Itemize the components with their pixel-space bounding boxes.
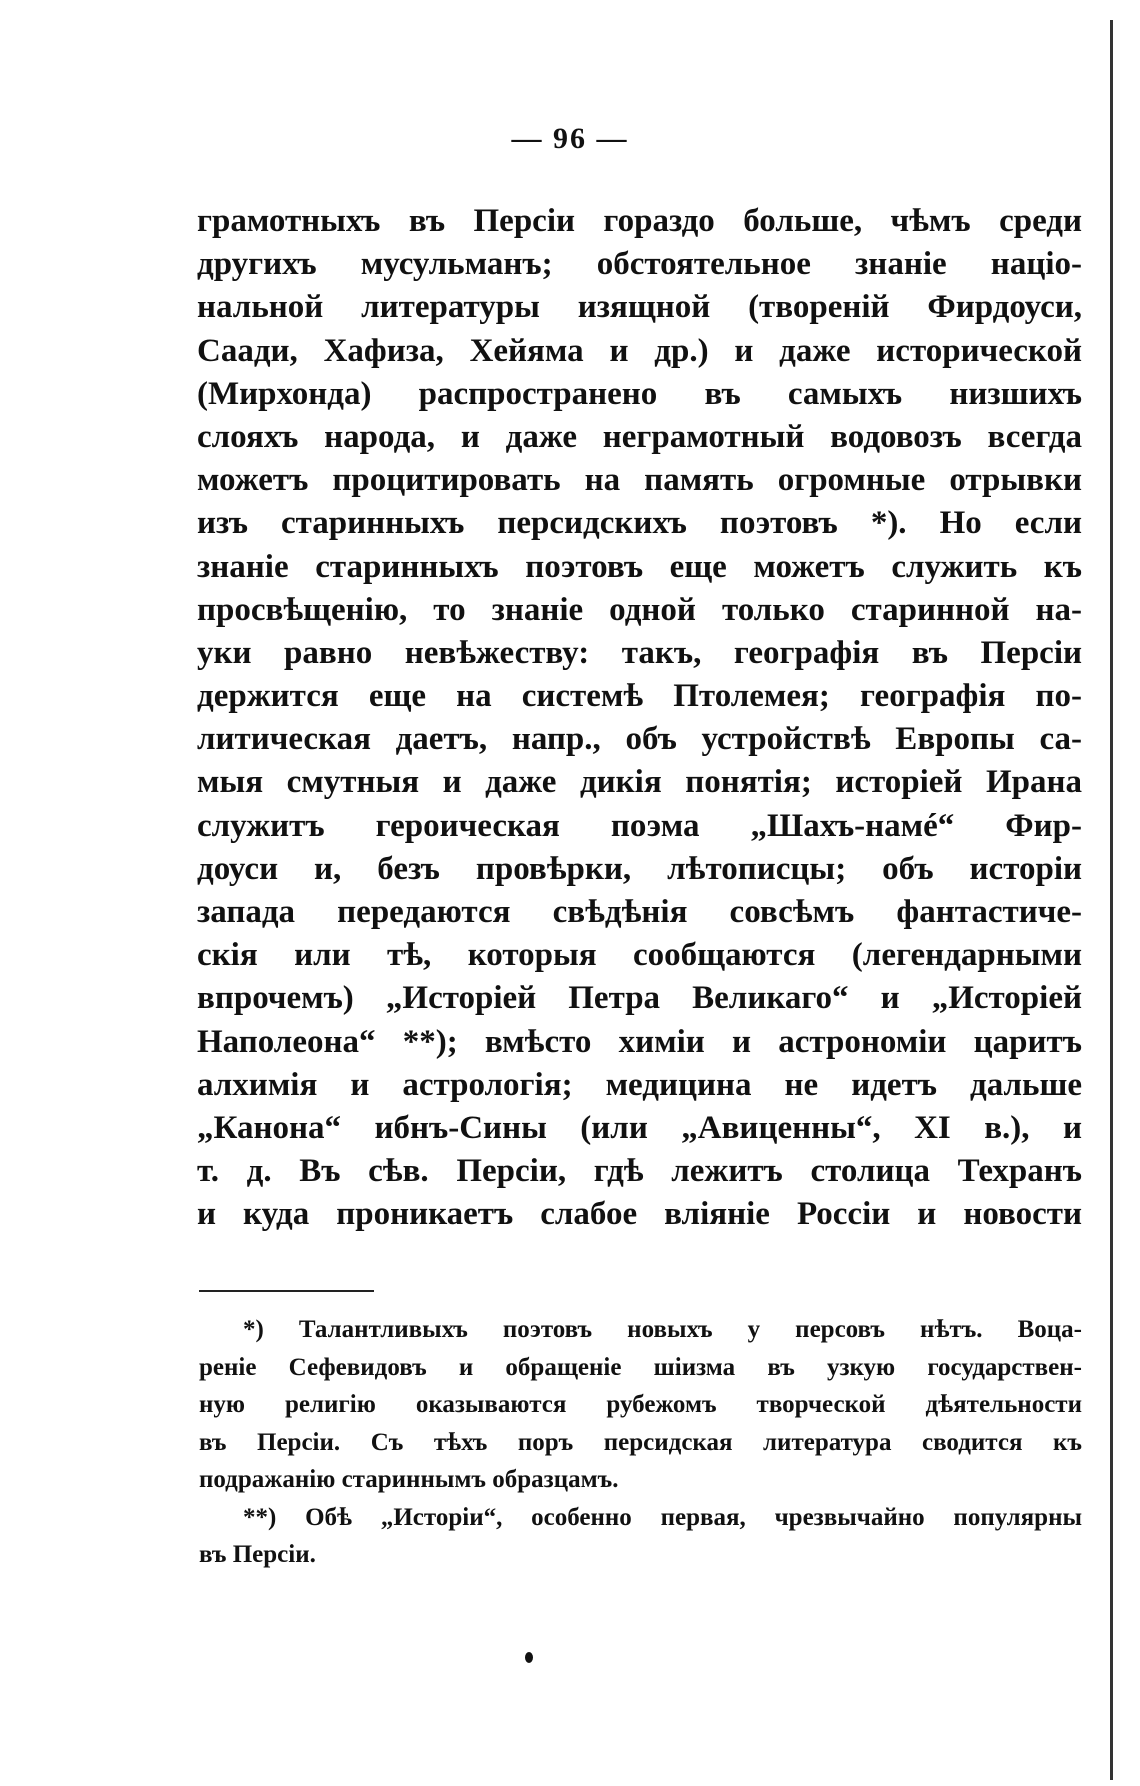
footnote-line: ную религію оказываются рубежомъ творческой дѣятельности: [199, 1391, 1082, 1418]
text-line: литическая даетъ, напр., объ устройствѣ Европы са-: [197, 721, 1082, 758]
page-right-edge: [1110, 20, 1113, 1780]
footnote-line: **) Обѣ „Исторіи“, особенно первая, чрезвычайно популярны: [243, 1503, 1082, 1531]
text-line: держится еще на системѣ Птолемея; географія по-: [197, 678, 1082, 715]
text-line: мыя смутныя и даже дикія понятія; исторіей Ирана: [197, 764, 1082, 801]
main-text-block: [197, 200, 1082, 1237]
footnote-line: *) Талантливыхъ поэтовъ новыхъ у персовъ нѣтъ. Воца-: [243, 1316, 1082, 1343]
footnote-line: въ Персіи.: [199, 1541, 316, 1568]
footnote-line: реніе Сефевидовъ и обращеніе шіизма въ узкую государствен-: [199, 1353, 1082, 1381]
text-line: изъ старинныхъ персидскихъ поэтовъ *). Но если: [197, 505, 1082, 542]
text-line: т. д. Въ сѣв. Персіи, гдѣ лежитъ столица Техранъ: [197, 1153, 1082, 1190]
text-line: доуси и, безъ провѣрки, лѣтописцы; объ исторіи: [197, 850, 1082, 887]
footnote-line: въ Персіи. Съ тѣхъ поръ персидская литература сводится къ: [199, 1428, 1082, 1456]
text-line: (Мирхонда) распространено въ самыхъ низшихъ: [197, 375, 1082, 412]
text-line: и куда проникаетъ слабое вліяніе Россіи и новости: [197, 1196, 1082, 1233]
text-line: служитъ героическая поэма „Шахъ-намé“ Фир-: [197, 807, 1082, 844]
page-number: — 96 —: [511, 122, 629, 155]
text-line: другихъ мусульманъ; обстоятельное знаніе націо-: [197, 246, 1082, 283]
text-line: впрочемъ) „Исторіей Петра Великаго“ и „Исторіей: [197, 980, 1082, 1017]
ink-speck: [525, 1652, 533, 1663]
text-line: Наполеона“ **); вмѣсто химіи и астрономіи царитъ: [197, 1023, 1082, 1060]
text-line: алхимія и астрологія; медицина не идетъ дальше: [197, 1066, 1082, 1103]
text-line: грамотныхъ въ Персіи гораздо больше, чѣмъ среди: [197, 203, 1082, 239]
text-line: уки равно невѣжеству: такъ, географія въ Персіи: [197, 634, 1082, 671]
text-line: нальной литературы изящной (твореній Фирдоуси,: [197, 289, 1082, 326]
text-line: Саади, Хафиза, Хейяма и др.) и даже исторической: [197, 332, 1082, 369]
text-line: скія или тѣ, которыя сообщаются (легендарными: [197, 937, 1082, 974]
text-line: просвѣщенію, то знаніе одной только старинной на-: [197, 591, 1082, 628]
text-line: знаніе старинныхъ поэтовъ еще можетъ служить къ: [197, 548, 1082, 585]
footnote-line: подражанію стариннымъ образцамъ.: [199, 1466, 619, 1493]
text-line: запада передаются свѣдѣнія совсѣмъ фантастиче-: [197, 894, 1082, 930]
text-line: „Канона“ ибнъ-Сины (или „Авиценны“, XI в.), и: [197, 1109, 1082, 1146]
text-line: слояхъ народа, и даже неграмотный водовозъ всегда: [197, 418, 1082, 455]
footnotes-block: [199, 1311, 1082, 1574]
text-line: можетъ процитировать на память огромные отрывки: [197, 462, 1082, 499]
footnote-separator: [199, 1290, 374, 1292]
